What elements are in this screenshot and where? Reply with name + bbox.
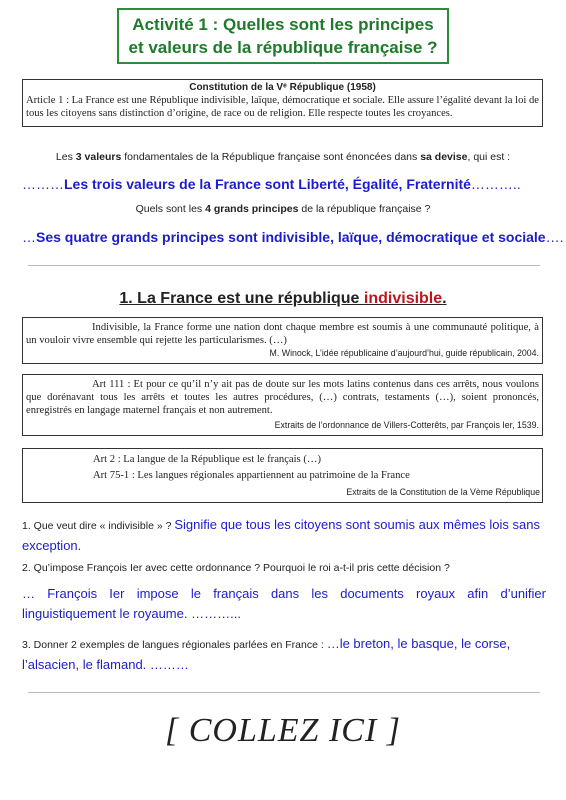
dots: ……… <box>22 176 64 192</box>
question-1 <box>22 515 546 557</box>
activity-title-line2: et valeurs de la république française ? <box>128 38 438 57</box>
intro-sentence <box>0 151 566 163</box>
section-heading-text: . <box>442 290 447 307</box>
question-1-text: 1. Que veut dire « indivisible » ? <box>22 520 175 532</box>
document-art75: Art 75-1 : Les langues régionales appartiennent au patrimoine de la France <box>93 470 410 481</box>
dots: …. <box>545 229 564 245</box>
answer-valeurs <box>22 176 521 192</box>
answer-valeurs-text: Les trois valeurs de la France sont Liberté, Égalité, Fraternité <box>64 176 471 192</box>
document-constitution-source: Extraits de la Constitution de la Vème République <box>346 487 540 497</box>
constitution-heading: Constitution de la Vᵉ République (1958) <box>189 82 376 93</box>
question-3 <box>22 634 546 676</box>
answer-principes-text: Ses quatre grands principes sont indivisible, laïque, démocratique et sociale <box>36 229 546 245</box>
question-2: 2. Qu’impose François Ier avec cette ordonnance ? Pourquoi le roi a-t-il pris cette décision ? <box>22 562 450 574</box>
dots: … <box>22 229 36 245</box>
section-heading-text: 1. La France est une république <box>119 290 364 307</box>
document-villers-cotterets <box>22 374 543 436</box>
question-principes <box>0 203 566 215</box>
document-winock <box>22 317 543 364</box>
document-villers-cotterets-source: Extraits de l’ordonnance de Villers-Cotterêts, par François Ier, 1539. <box>274 420 539 430</box>
intro-bold-valeurs: 3 valeurs <box>75 151 122 163</box>
activity-title-line1: Activité 1 : Quelles sont les principes <box>132 15 434 34</box>
question-2-answer: … François Ier impose le français dans les documents royaux afin d’unifier linguistiquement le royaume. ………... <box>22 586 546 621</box>
intro-bold-devise: sa devise <box>420 151 468 163</box>
question-text: de la république française ? <box>298 203 431 215</box>
section-heading <box>0 290 566 308</box>
document-art2: Art 2 : La langue de la République est le français (…) <box>93 454 321 465</box>
intro-text: , qui est : <box>467 151 511 163</box>
divider <box>28 692 540 693</box>
question-3-text: 3. Donner 2 exemples de langues régionales parlées en France : <box>22 639 327 651</box>
document-winock-text: Indivisible, la France forme une nation dont chaque membre est soumis à une communauté politique, à un vouloir vivre ensemble qui rejette les particularismes. (…) <box>26 322 539 346</box>
constitution-article: Article 1 : La France est une République indivisible, laïque, démocratique et sociale. Elle assure l’égalité devant la loi de tous les citoyens sans distinction d’origine, de race ou de religion. Elle respecte toutes les croyances. <box>26 95 539 119</box>
document-constitution-langues <box>22 448 543 503</box>
question-1-answer: Signifie que tous les citoyens sont soumis aux mêmes lois sans exception. <box>22 517 540 553</box>
document-winock-source: M. Winock, L’idée républicaine d’aujourd’hui, guide républicain, 2004. <box>269 348 539 358</box>
section-heading-highlight: indivisible <box>363 290 443 307</box>
paste-here-label: [ COLLEZ ICI ] <box>164 712 401 749</box>
question-3-answer: …le breton, le basque, le corse, l’alsacien, le flamand. ……… <box>22 636 511 672</box>
activity-title-box <box>117 8 449 64</box>
question-bold: 4 grands principes <box>205 203 299 215</box>
document-villers-cotterets-text: Art 111 : Et pour ce qu’il n’y ait pas de doute sur les mots latins contenus dans ces arrêts, nous voulons que dorénavant tous les arrêts et toutes les autres procédures, (…) contrats, testaments (…), soient prononcés, enregistrés en langage maternel français et non autrement. <box>26 379 539 416</box>
answer-principes <box>22 229 563 245</box>
intro-text: Les <box>55 151 76 163</box>
constitution-box <box>22 79 543 127</box>
question-text: Quels sont les <box>135 203 206 215</box>
dots: ……….. <box>470 176 521 192</box>
divider <box>28 265 540 266</box>
intro-text: fondamentales de la République française sont énoncées dans <box>121 151 421 163</box>
